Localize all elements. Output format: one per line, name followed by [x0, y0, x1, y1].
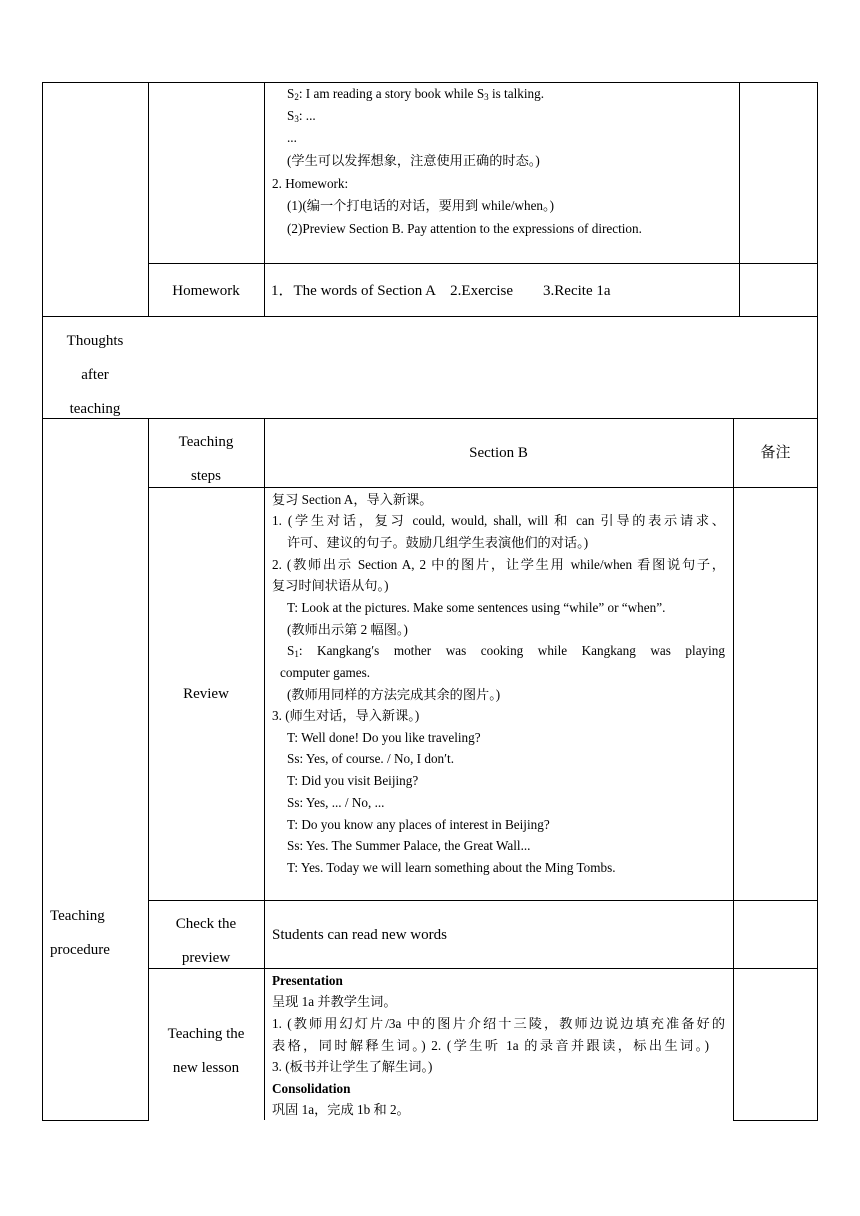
- new-lesson-label: [148, 1017, 264, 1085]
- new-lesson-line: 表格，同时解释生词。) 2. (学生听 1a 的录音并跟读，标出生词。): [272, 1038, 709, 1053]
- new-lesson-word: new lesson: [172, 1060, 240, 1076]
- review-line: 1. (学生对话，复习 could, would, shall, will 和 can 引导的表示请求、: [272, 513, 725, 528]
- review-line: computer games.: [280, 665, 371, 680]
- rule: [42, 316, 818, 317]
- new-lesson-line: 巩固 1a，完成 1b 和 2。: [272, 1102, 410, 1117]
- review-label: Review: [183, 686, 229, 702]
- upper-line: $S_3$: ...: [287, 108, 316, 124]
- review-line: T: Yes. Today we will learn something about the Ming Tombs.: [287, 860, 616, 875]
- thoughts-word: teaching: [69, 401, 121, 417]
- section-b-header: Section B: [469, 445, 528, 461]
- upper-line: (学生可以发挥想象，注意使用正确的时态。): [287, 153, 540, 168]
- review-line: 复习 Section A，导入新课。: [272, 492, 433, 507]
- rule: [739, 82, 740, 317]
- check-word: Check the: [175, 916, 237, 932]
- thoughts-label: [42, 324, 148, 426]
- procedure-word: procedure: [50, 942, 110, 958]
- upper-line: ...: [287, 130, 297, 145]
- review-line: Ss: Yes. The Summer Palace, the Great Wall...: [287, 838, 531, 853]
- review-line: 3. (师生对话，导入新课。): [272, 708, 420, 723]
- review-line: 2. (教师出示 Section A, 2 中的图片，让学生用 while/when 看图说句子，: [272, 557, 725, 572]
- homework-content: 1．The words of Section A 2.Exercise 3.Recite 1a: [271, 283, 611, 299]
- rule: [42, 418, 818, 419]
- rule: [264, 418, 265, 1120]
- presentation-title: [272, 971, 343, 991]
- upper-line: (1)(编一个打电话的对话，要用到 while/when。): [287, 198, 555, 213]
- review-line: 许可、建议的句子。鼓励几组学生表演他们的对话。): [287, 535, 589, 550]
- thoughts-word: after: [81, 367, 109, 383]
- review-line: T: Do you know any places of interest in Beijing?: [287, 817, 550, 832]
- review-line: Ss: Yes, of course. / No, I don′t.: [287, 751, 454, 766]
- review-line: (教师用同样的方法完成其余的图片。): [287, 687, 501, 702]
- review-line: Ss: Yes, ... / No, ...: [287, 795, 385, 810]
- presentation-bold: Presentation: [272, 973, 343, 988]
- review-line: T: Look at the pictures. Make some sentences using “while” or “when”.: [287, 600, 666, 615]
- new-lesson-line: 1. (教师用幻灯片/3a 中的图片介绍十三陵，教师边说边填充准备好的: [272, 1016, 725, 1031]
- review-line: T: Did you visit Beijing?: [287, 773, 419, 788]
- review-line: (教师出示第 2 幅图。): [287, 622, 408, 637]
- header-word: Teaching: [178, 434, 234, 450]
- review-line: T: Well done! Do you like traveling?: [287, 730, 481, 745]
- rule: [148, 263, 818, 264]
- upper-line: (2)Preview Section B. Pay attention to the expressions of direction.: [287, 221, 642, 236]
- check-preview-label: [148, 907, 264, 975]
- rule: [148, 900, 818, 901]
- header-word: steps: [191, 468, 221, 484]
- new-lesson-line: 呈现 1a 并教学生词。: [272, 994, 397, 1009]
- rule: [42, 82, 818, 83]
- review-line: 复习时间状语从句。): [272, 578, 389, 593]
- thoughts-word: Thoughts: [66, 333, 124, 349]
- teaching-steps-header: [148, 425, 264, 493]
- rule: [733, 418, 734, 1121]
- check-word: preview: [181, 950, 231, 966]
- notes-header: 备注: [760, 445, 791, 461]
- rule: [42, 82, 43, 1121]
- consolidation-title: [272, 1079, 350, 1099]
- teaching-procedure-label: [50, 899, 110, 967]
- review-line: $S_1$: Kangkang′s mother was cooking while Kangkang was playing: [287, 643, 725, 659]
- consolidation-bold: Consolidation: [272, 1081, 351, 1096]
- rule: [264, 82, 265, 317]
- rule: [817, 82, 818, 1121]
- new-lesson-line: 3. (板书并让学生了解生词。): [272, 1059, 433, 1074]
- procedure-word: Teaching: [50, 908, 105, 924]
- homework-label: Homework: [172, 283, 240, 299]
- upper-line: $S_2$: I am reading a story book while $S_3$ is talking.: [287, 86, 544, 102]
- upper-line: 2. Homework:: [272, 176, 349, 191]
- rule: [148, 418, 149, 1121]
- new-lesson-word: Teaching the: [167, 1026, 245, 1042]
- check-preview-content: Students can read new words: [272, 927, 447, 943]
- rule: [733, 1120, 818, 1121]
- rule: [42, 1120, 149, 1121]
